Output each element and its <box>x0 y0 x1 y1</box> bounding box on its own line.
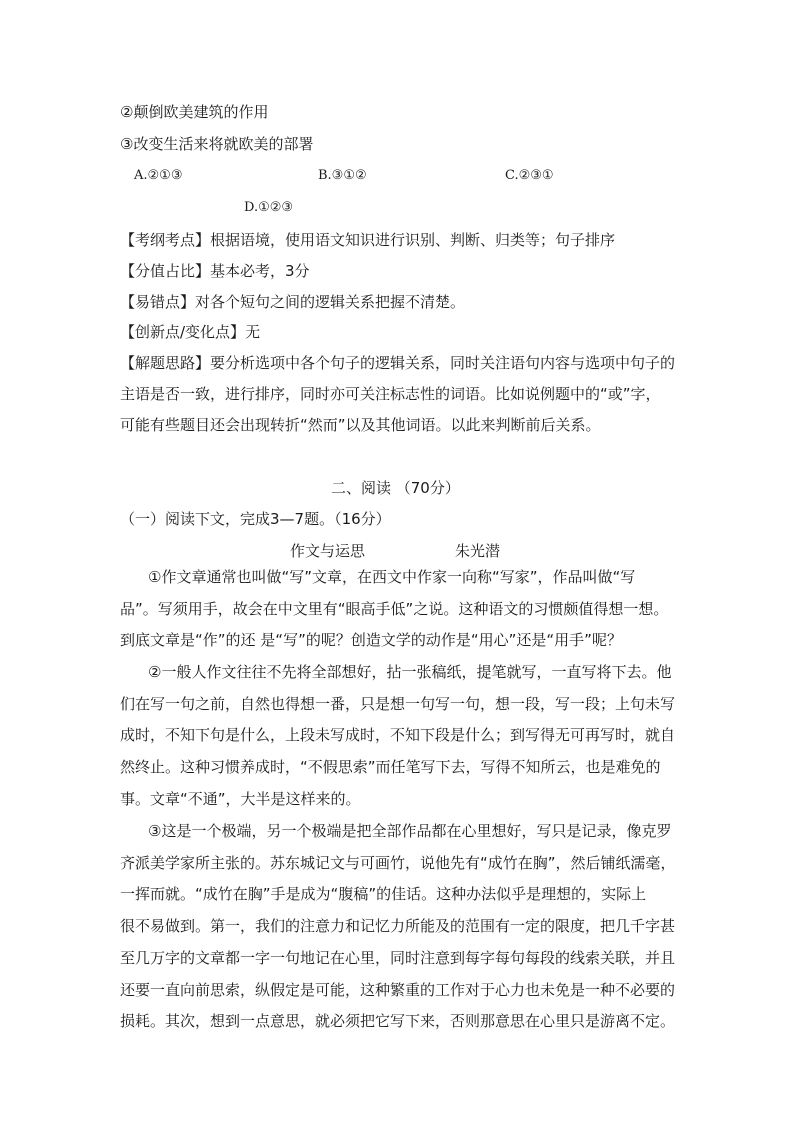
fenzhi-label: 【分值占比】 <box>120 262 211 280</box>
article-line: ③这是一个极端，另一个极端是把全部作品都在心里想好，写只是记录，像克罗 <box>148 822 672 840</box>
article-line: 一挥而就。“成竹在胸”手是成为“腹稿”的佳话。这种办法似乎是理想的，实际上 <box>120 885 647 903</box>
article-line: ①作文章通常也叫做“写”文章，在西文中作家一向称“写家”，作品叫做“写 <box>148 568 636 586</box>
question-item-3: ③改变生活来将就欧美的部署 <box>120 135 314 153</box>
article-line: 品”。写须用手，故会在中文里有“眼高手低”之说。这种语文的习惯颇值得想一想。 <box>120 600 669 618</box>
option-d: D.①②③ <box>244 200 294 215</box>
article-line: 然终止。这种习惯养成时，“不假思索”而任笔写下去，写得不知所云，也是难免的 <box>120 758 661 776</box>
fenzhi-text: 基本必考，3分 <box>210 262 310 280</box>
chuangxin-label: 【创新点/变化点】 <box>120 323 246 341</box>
article-line: 至几万字的文章都一字一句地记在心里，同时注意到每字每句每段的线索关联，并且 <box>120 949 676 967</box>
article-line: 事。文章“不通”，大半是这样来的。 <box>120 790 361 808</box>
option-c: C.②③① <box>505 168 554 183</box>
article-line: 很不易做到。第一，我们的注意力和记忆力所能及的范围有一定的限度，把几千字甚 <box>120 917 676 935</box>
yicuo-row <box>120 292 465 312</box>
article-title: 作文与运思 <box>290 542 366 560</box>
chuangxin-row <box>120 322 260 342</box>
kaogang-label: 【考纲考点】 <box>120 231 211 249</box>
yicuo-label: 【易错点】 <box>120 293 196 311</box>
jieti-text-2: 主语是否一致，进行排序，同时亦可关注标志性的词语。比如说例题中的“或”字， <box>120 385 661 403</box>
article-line: ②一般人作文往往不先将全部想好，拈一张稿纸，提笔就写，一直写将下去。他 <box>148 663 672 681</box>
article-author: 朱光潜 <box>455 542 501 560</box>
article-line: 们在写一句之前，自然也得想一番，只是想一句写一句，想一段，写一段；上句未写 <box>120 695 676 713</box>
jieti-label: 【解题思路】 <box>120 354 211 372</box>
chuangxin-text: 无 <box>245 323 261 341</box>
kaogang-text: 根据语境，使用语文知识进行识别、判断、归类等；句子排序 <box>210 231 616 249</box>
article-line: 到底文章是“作”的还 是“写”的呢？创造文学的动作是“用心”还是“用手”呢？ <box>120 631 622 649</box>
yicuo-text: 对各个短句之间的逻辑关系把握不清楚。 <box>195 293 466 311</box>
section-title: 二、阅读 （70分） <box>331 479 460 497</box>
jieti-text-1: 要分析选项中各个句子的逻辑关系，同时关注语句内容与选项中句子的 <box>210 354 676 372</box>
article-line: 齐派美学家所主张的。苏东城记文与可画竹，说他先有“成竹在胸”，然后铺纸濡毫， <box>120 854 676 872</box>
article-line: 损耗。其次，想到一点意思，就必须把它写下来，否则那意思在心里只是游离不定。 <box>120 1012 676 1030</box>
article-line: 还要一直向前思索，纵假定是可能，这种繁重的工作对于心力也未免是一种不必要的 <box>120 981 676 999</box>
article-line: 成时，不知下句是什么，上段未写成时，不知下段是什么；到写得无可再写时，就自 <box>120 726 676 744</box>
jieti-row <box>120 353 675 373</box>
option-a: A.②①③ <box>134 168 183 183</box>
jieti-text-3: 可能有些题目还会出现转折“然而”以及其他词语。以此来判断前后关系。 <box>120 416 601 434</box>
section-subtitle: （一）阅读下文，完成3—7题。（16分） <box>120 510 391 528</box>
option-b: B.③①② <box>318 168 367 183</box>
question-item-2: ②颠倒欧美建筑的作用 <box>120 103 269 121</box>
kaogang-row <box>120 230 615 250</box>
fenzhi-row <box>120 261 310 281</box>
